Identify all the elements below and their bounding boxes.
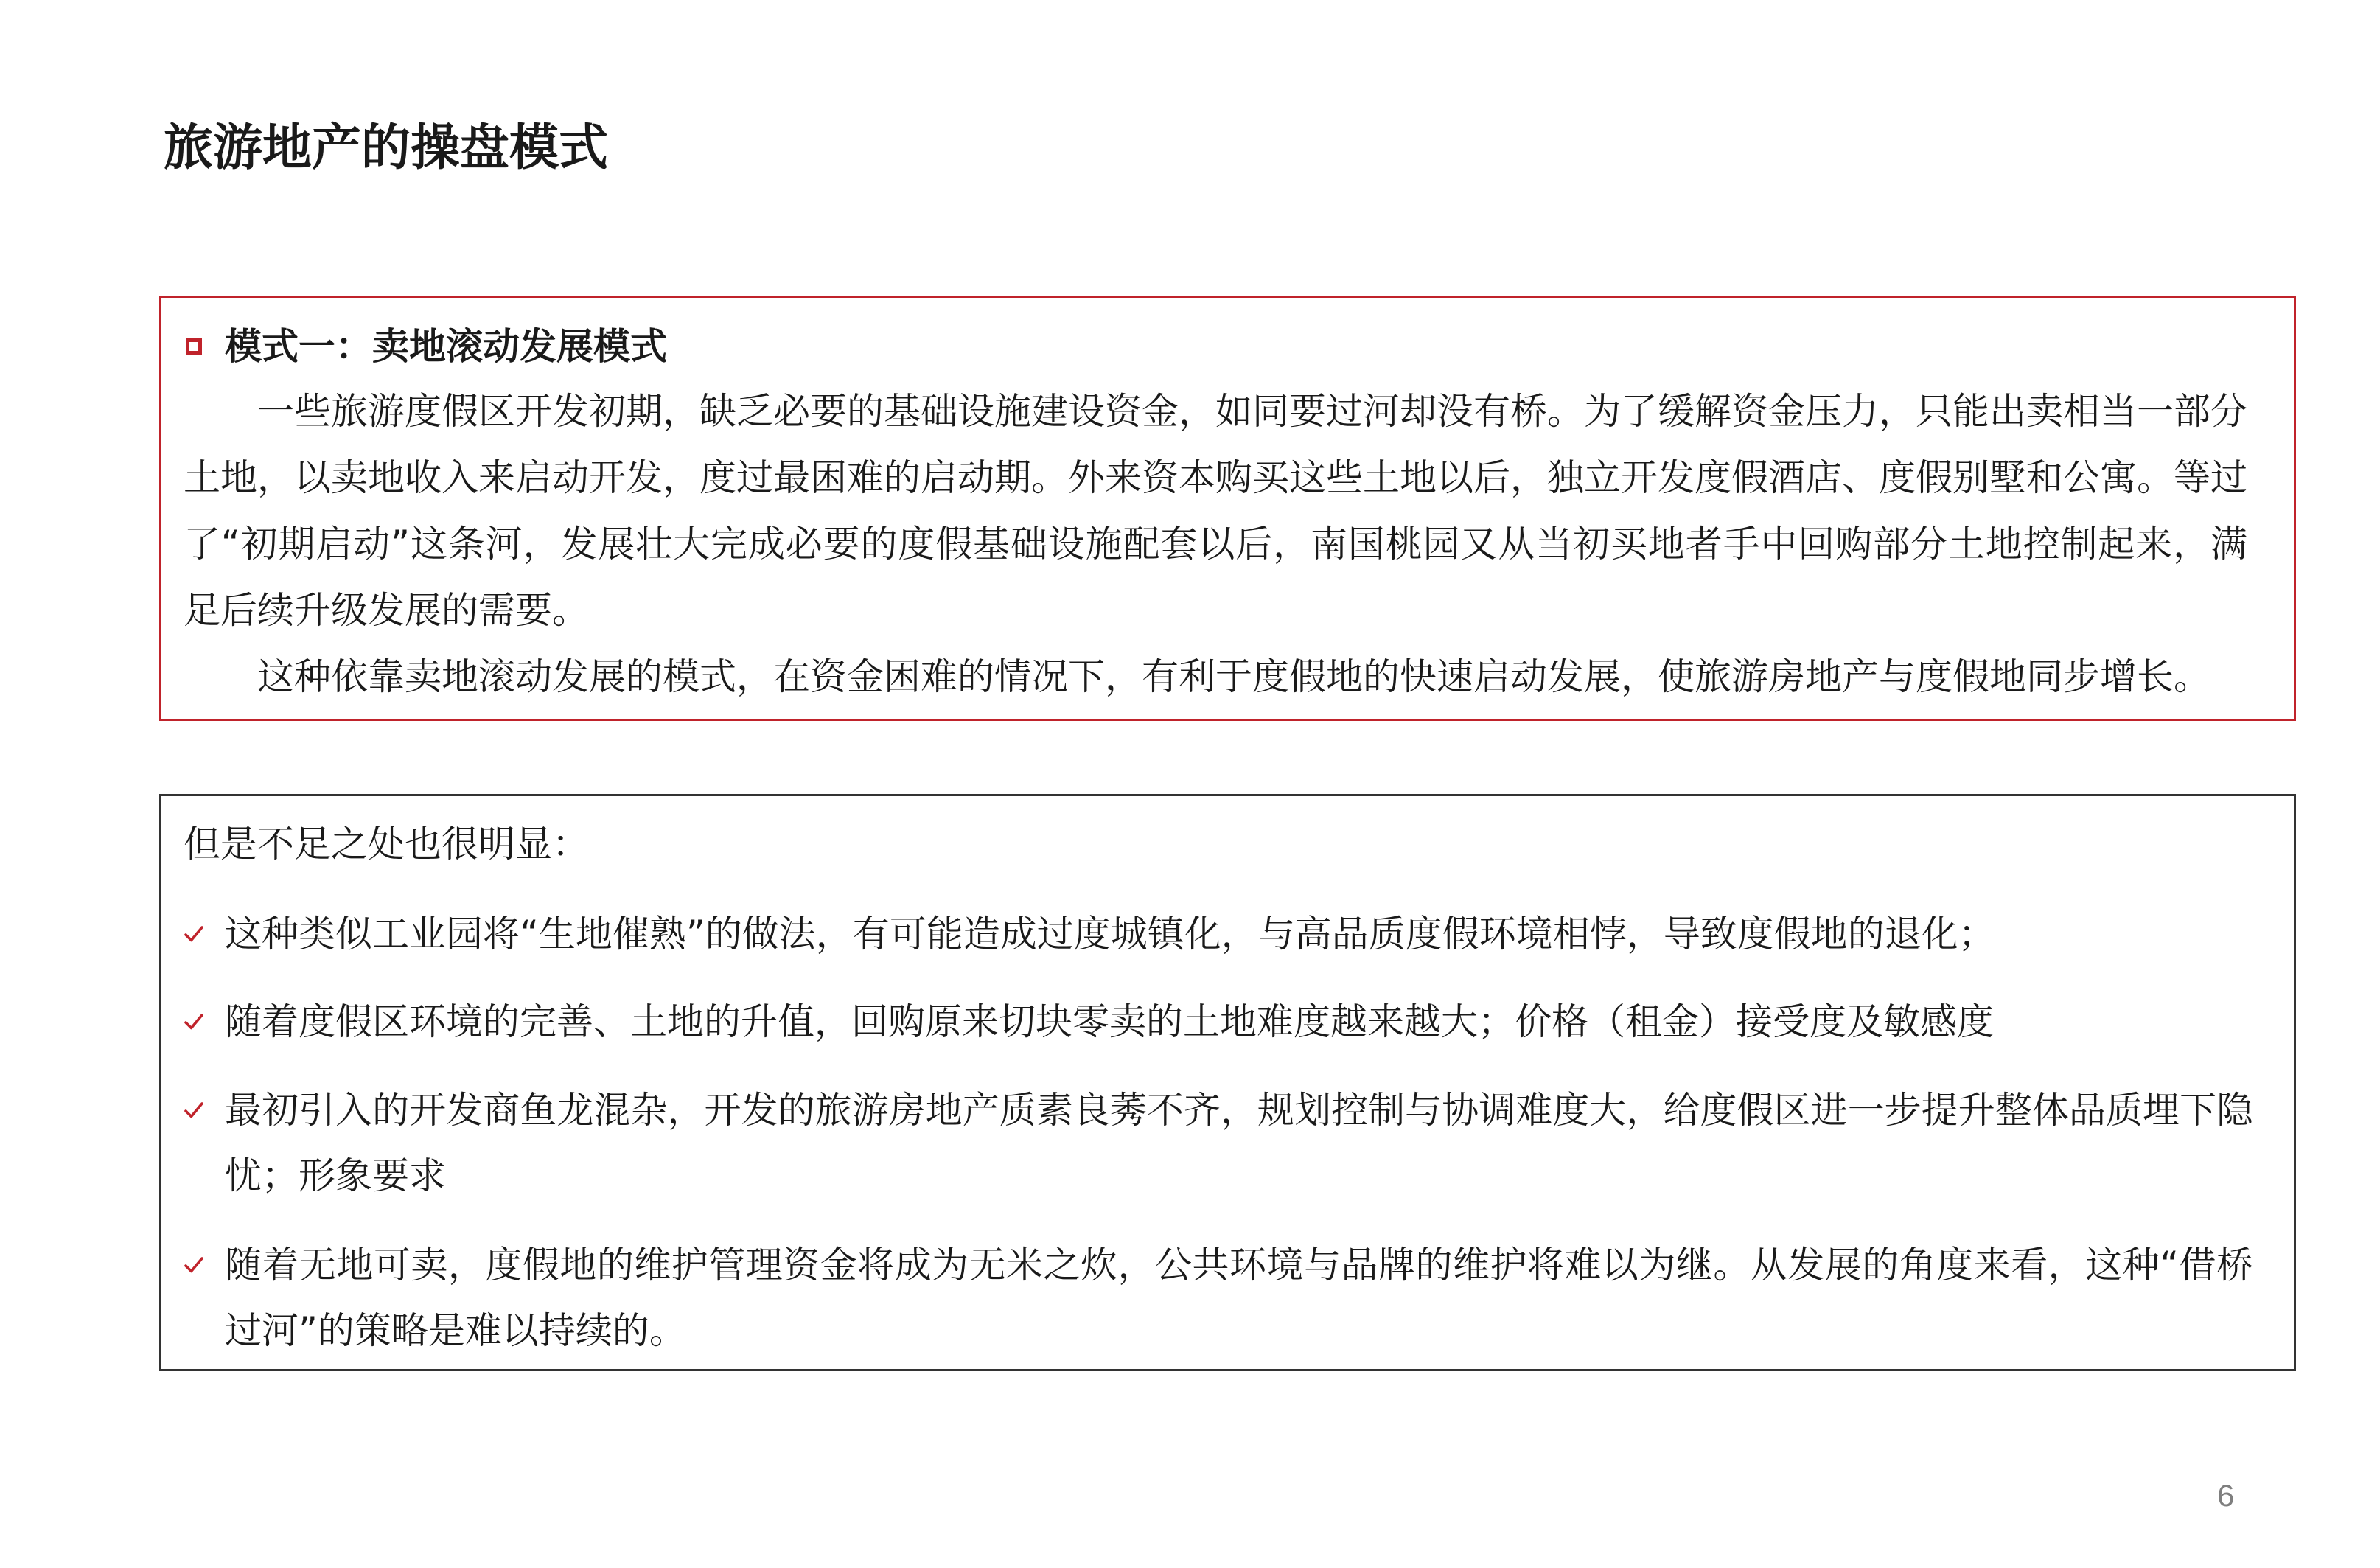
paragraph-line: 足后续升级发展的需要。 [184, 589, 589, 632]
drawback-item-line: 过河”的策略是难以持续的。 [225, 1309, 686, 1352]
drawback-item-line: 忧；形象要求 [225, 1154, 446, 1197]
check-mark-icon [184, 924, 204, 944]
drawbacks-box [159, 794, 2296, 1371]
page-number: 6 [2217, 1478, 2235, 1513]
paragraph-line: 了“初期启动”这条河，发展壮大完成必要的度假基础设施配套以后，南国桃园又从当初买地者手中回购部分土地控制起来，满 [184, 523, 2247, 565]
drawback-item-line: 随着无地可卖，度假地的维护管理资金将成为无米之炊，公共环境与品牌的维护将难以为继。从发展的角度来看，这种“借桥 [225, 1244, 2253, 1286]
mode-one-box [159, 296, 2296, 721]
check-mark-icon [184, 1012, 204, 1031]
check-mark-icon [184, 1255, 204, 1275]
paragraph-line: 土地，以卖地收入来启动开发，度过最困难的启动期。外来资本购买这些土地以后，独立开发度假酒店、度假别墅和公寓。等过 [184, 456, 2247, 499]
drawbacks-intro: 但是不足之处也很明显： [184, 823, 589, 865]
drawback-item-line: 这种类似工业园将“生地催熟”的做法，有可能造成过度城镇化，与高品质度假环境相悖，导致度假地的退化； [225, 913, 1995, 955]
paragraph-line: 这种依靠卖地滚动发展的模式，在资金困难的情况下，有利于度假地的快速启动发展，使旅游房地产与度假地同步增长。 [257, 655, 2210, 698]
paragraph-line: 一些旅游度假区开发初期，缺乏必要的基础设施建设资金，如同要过河却没有桥。为了缓解资金压力，只能出卖相当一部分 [257, 390, 2247, 433]
page-title: 旅游地产的操盘模式 [164, 119, 608, 176]
drawback-item-line: 最初引入的开发商鱼龙混杂，开发的旅游房地产质素良莠不齐，规划控制与协调难度大，给度假区进一步提升整体品质埋下隐 [225, 1089, 2253, 1132]
check-mark-icon [184, 1101, 204, 1120]
drawback-item-line: 随着度假区环境的完善、土地的升值，回购原来切块零卖的土地难度越来越大；价格（租金）接受度及敏感度 [225, 1000, 1994, 1043]
square-bullet-icon [186, 338, 202, 355]
mode-heading: 模式一：卖地滚动发展模式 [225, 325, 667, 368]
